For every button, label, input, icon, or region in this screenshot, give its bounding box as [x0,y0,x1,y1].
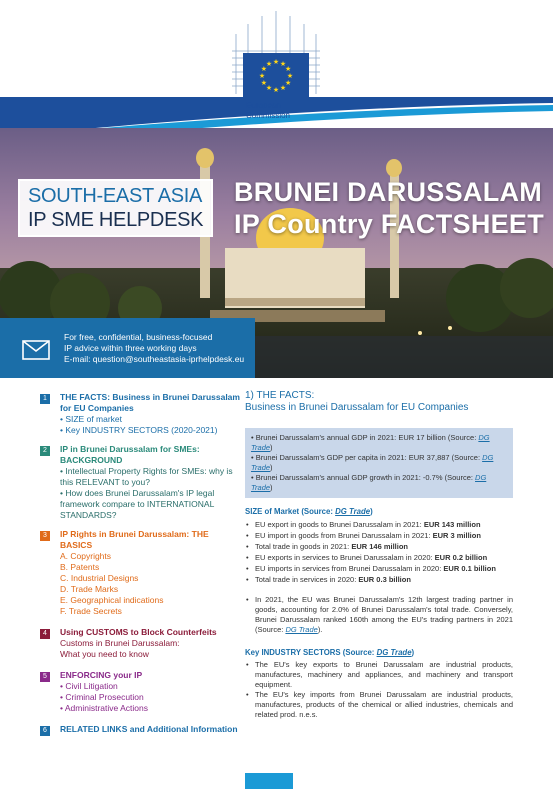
size-heading-end: ) [370,507,373,516]
gdp-item [251,453,507,473]
size-heading [245,506,513,517]
eu-star-icon: ★ [265,85,273,93]
ec-logo-text [246,101,290,121]
helpdesk-line2: IP SME HELPDESK [28,209,204,231]
eu-star-icon: ★ [272,59,280,66]
gdp-text: • Brunei Darussalam's annual GDP in 2021: EUR 17 billion (Source: [251,433,479,442]
toc-number-badge: 1 [40,394,50,404]
size-label: EU imports in services from Brunei Darussalam in 2020: [255,564,444,573]
contact-text [64,332,254,365]
size-item [245,541,513,552]
eu-star-icon: ★ [260,80,268,87]
size-value: EUR 143 million [423,520,481,529]
toc-item[interactable]: • How does Brunei Darussalam's IP legal framework compare to INTERNATIONAL STANDARDS? [60,488,215,520]
table-of-contents [40,392,240,745]
toc-title[interactable]: Using CUSTOMS to Block Counterfeits [60,627,217,637]
toc-section-1[interactable] [40,392,240,436]
facts-section [245,390,513,720]
partner-paragraph [245,595,513,635]
gdp-text: • Brunei Darussalam's GDP per capita in 2021: EUR 37,887 (Source: [251,453,483,462]
size-value: EUR 0.3 billion [358,575,411,584]
partner-text: In 2021, the EU was Brunei Darussalam's 12th largest trading partner in goods, accounting for 2.0% of Brunei Darussalam's total trade. Conversely, Brunei Darussalam ranked 160th among the EU's trading partners in 2021 (Source: [255,595,513,634]
gdp-end: ) [270,443,273,452]
gdp-end: ) [270,483,273,492]
gdp-item [251,433,507,453]
factsheet-title [234,176,544,240]
eu-star-icon: ★ [279,60,287,68]
gdp-source-link[interactable]: DG Trade [251,433,490,452]
factsheet-title-line1: BRUNEI DARUSSALAM [234,177,543,207]
toc-title[interactable]: ENFORCING your IP [60,670,143,680]
gdp-source-link[interactable]: DG Trade [251,453,494,472]
size-value: EUR 0.1 billion [443,564,496,573]
facts-heading: 1) THE FACTS: [245,390,315,401]
size-label: EU import in goods from Brunei Darussalam in 2021: [255,531,433,540]
toc-number-badge: 4 [40,629,50,639]
toc-section-5[interactable] [40,670,240,714]
toc-item[interactable]: Customs in Brunei Darussalam: [60,638,180,648]
mail-icon [22,340,50,360]
toc-section-6[interactable] [40,724,240,735]
ec-logo-line1: European [246,101,281,110]
size-value: EUR 146 million [351,542,409,551]
sector-item: • The EU's key exports to Brunei Darussalam are industrial products, manufactures, machinery and appliances, and machinery and transport equipment. [245,660,513,690]
sectors-heading-text: Key INDUSTRY SECTORS (Source: [245,648,377,657]
gdp-text: • Brunei Darussalam's annual GDP growth in 2021: -0.7% (Source: [251,473,476,482]
size-label: EU export in goods to Brunei Darussalam in 2021: [255,520,424,529]
toc-title[interactable]: THE FACTS: Business in Brunei Darussalam for EU Companies [60,392,240,413]
gdp-box [245,428,513,498]
toc-item[interactable]: • Key INDUSTRY SECTORS (2020-2021) [60,425,218,435]
sectors-heading-end: ) [411,648,415,657]
toc-number-badge: 5 [40,672,50,682]
size-value: EUR 3 million [432,531,481,540]
toc-item[interactable]: • Civil Litigation [60,681,118,691]
helpdesk-line1: SOUTH-EAST ASIA [28,185,203,207]
size-list [245,519,513,585]
eu-flag-icon [243,53,309,97]
size-label: Total trade in goods in 2021: [255,542,352,551]
gdp-source-link[interactable]: DG Trade [251,473,487,492]
eu-star-icon: ★ [265,60,273,68]
toc-item[interactable]: E. Geographical indications [60,595,164,605]
gdp-item [251,473,507,493]
factsheet-title-line2: IP Country FACTSHEET [234,209,545,239]
sectors-source-link[interactable]: DG Trade [376,648,412,657]
toc-item[interactable]: C. Industrial Designs [60,573,139,583]
size-label: EU exports in services to Brunei Darussalam in 2020: [255,553,435,562]
contact-line1: For free, confidential, business-focused [64,332,213,342]
eu-star-icon: ★ [284,66,292,73]
toc-item[interactable]: • SIZE of market [60,414,123,424]
toc-title[interactable]: RELATED LINKS and Additional Information [60,724,238,734]
toc-title[interactable]: IP Rights in Brunei Darussalam: THE BASICS [60,529,209,550]
eu-star-icon: ★ [272,87,280,94]
size-item [245,563,513,574]
toc-section-3[interactable] [40,529,240,617]
sectors-heading [245,647,513,658]
size-item [245,552,513,563]
toc-item[interactable]: What you need to know [60,649,149,659]
partner-end: ). [317,625,323,634]
toc-item[interactable]: • Criminal Prosecution [60,692,144,702]
size-heading-text: SIZE of Market (Source: [245,507,336,516]
size-source-link[interactable]: DG Trade [335,507,371,516]
contact-line2: IP advice within three working days [64,343,197,353]
partner-source-link[interactable]: DG Trade [285,625,318,634]
sector-item: • The EU's key imports from Brunei Darussalam are industrial products, manufactures, products of the chemical or allied industries, chemicals and related prod. n.e.s. [245,690,513,720]
eu-star-icon: ★ [284,80,292,87]
facts-subheading: Business in Brunei Darussalam for EU Companies [245,402,469,413]
toc-item[interactable]: • Administrative Actions [60,703,149,713]
ec-logo-line2: Commission [246,111,291,120]
eu-star-icon: ★ [286,73,294,80]
eu-star-icon: ★ [279,85,287,93]
eu-star-icon: ★ [258,73,266,80]
toc-section-4[interactable] [40,627,240,660]
toc-number-badge: 3 [40,531,50,541]
size-item [245,574,513,585]
toc-number-badge: 2 [40,446,50,456]
toc-item[interactable]: F. Trade Secrets [60,606,122,616]
toc-item[interactable]: • Intellectual Property Rights for SMEs: why is this RELEVANT to you? [60,466,233,487]
toc-item[interactable]: D. Trade Marks [60,584,119,594]
toc-number-badge: 6 [40,726,50,736]
eu-star-icon: ★ [260,66,268,73]
toc-item[interactable]: A. Copyrights [60,551,112,561]
helpdesk-badge [18,179,213,237]
toc-section-2[interactable] [40,444,240,521]
size-value: EUR 0.2 billion [434,553,488,562]
contact-email[interactable]: E-mail: question@southeastasia-iprhelpdesk.eu [64,354,245,364]
size-label: Total trade in services in 2020: [255,575,359,584]
toc-item[interactable]: B. Patents [60,562,100,572]
gdp-end: ) [270,463,273,472]
size-item [245,519,513,530]
footer-tab [245,773,293,789]
toc-title[interactable]: IP in Brunei Darussalam for SMEs: BACKGROUND [60,444,200,465]
sectors-list [245,660,513,720]
size-item [245,530,513,541]
